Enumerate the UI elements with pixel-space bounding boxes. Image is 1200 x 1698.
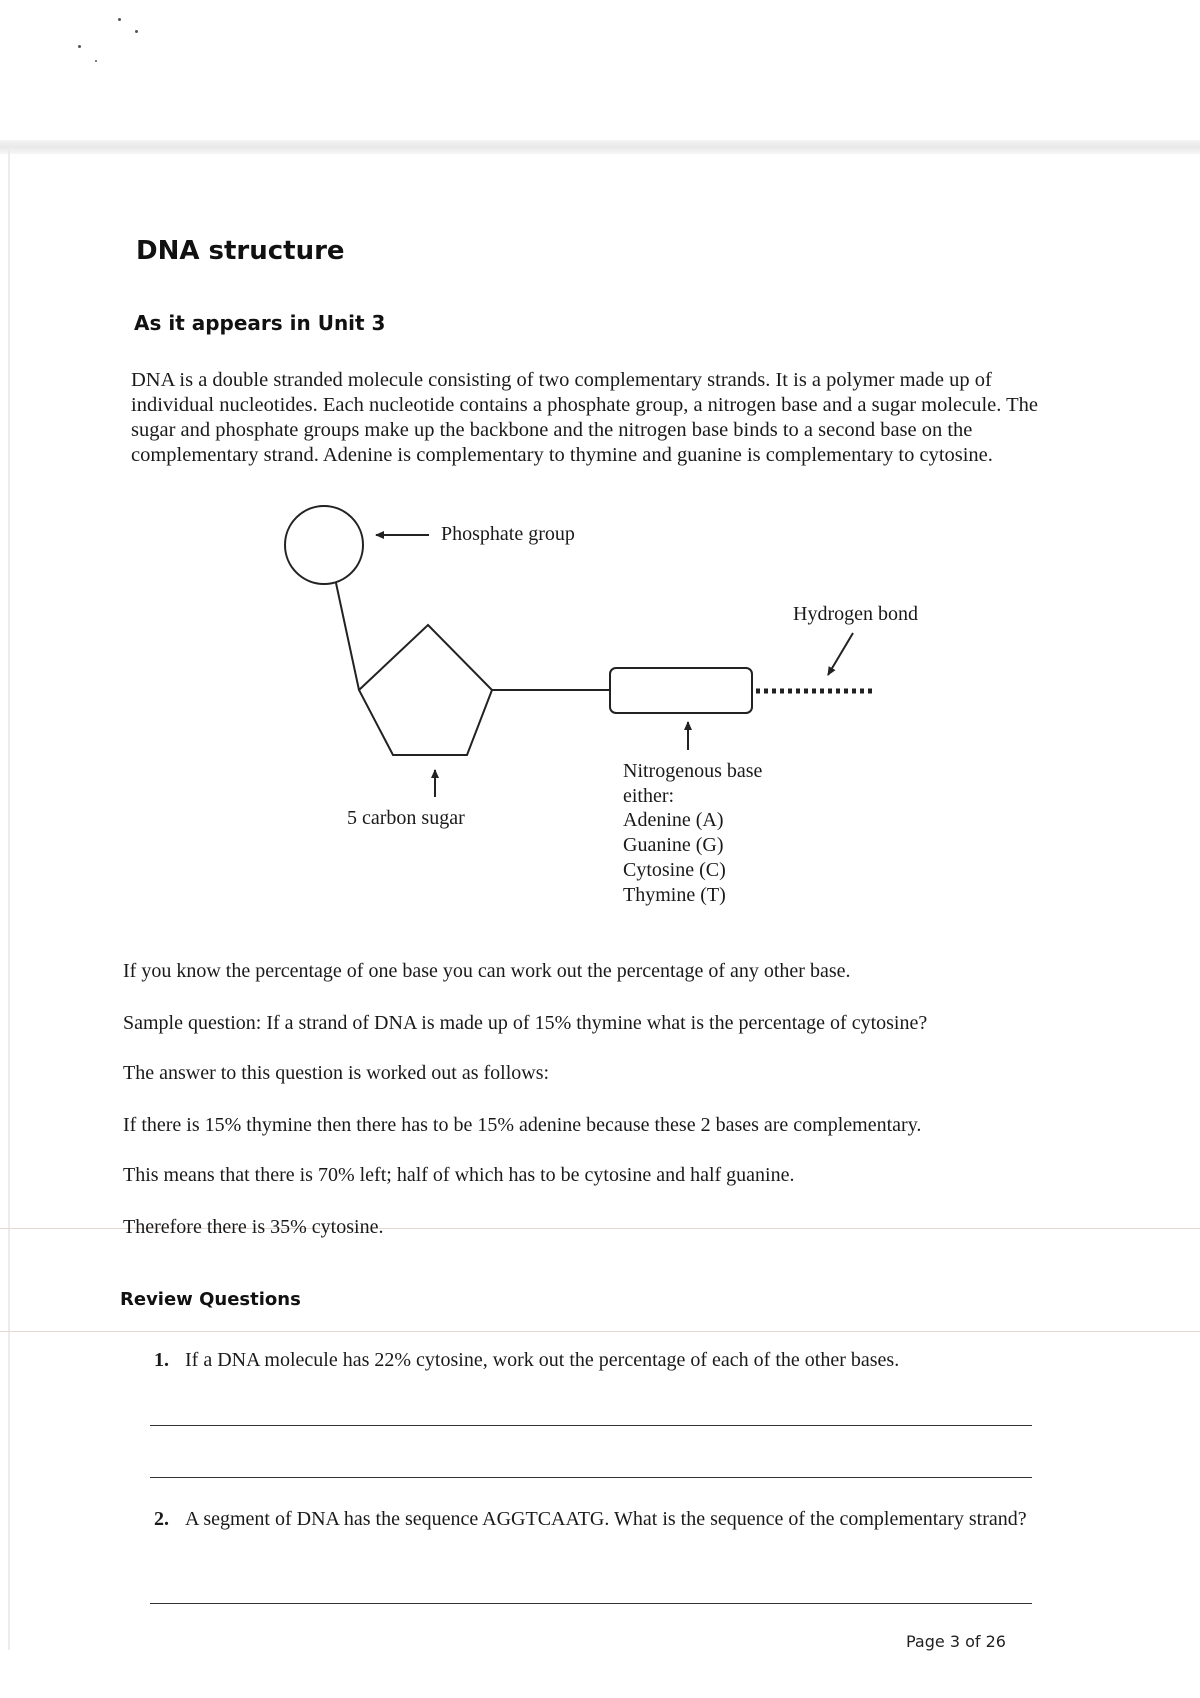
answer-conclusion: Therefore there is 35% cytosine. <box>123 1216 384 1238</box>
base-item: Guanine (G) <box>623 834 724 856</box>
hydrogen-bond-arrow <box>828 633 853 675</box>
scan-line <box>0 1331 1200 1332</box>
answer-line[interactable] <box>150 1603 1032 1604</box>
answer-line[interactable] <box>150 1425 1032 1426</box>
scan-speck <box>135 30 138 33</box>
scan-top-band <box>0 140 1200 154</box>
question-number: 1. <box>154 1349 169 1371</box>
review-question-1 <box>154 1348 1054 1373</box>
explanation-paragraph: The answer to this question is worked out as follows: <box>123 1062 550 1084</box>
page-title: DNA structure <box>136 236 345 266</box>
nitrogenous-base-label: Nitrogenous base <box>623 760 763 782</box>
explanation-paragraph: If you know the percentage of one base you can work out the percentage of any other base. <box>123 960 851 982</box>
base-list <box>623 808 726 908</box>
base-item: Adenine (A) <box>623 809 724 831</box>
page-number: Page 3 of 26 <box>906 1632 1006 1651</box>
base-item: Thymine (T) <box>623 884 726 906</box>
question-number: 2. <box>154 1508 169 1530</box>
scan-speck <box>78 45 81 48</box>
nucleotide-diagram <box>0 490 1200 950</box>
phosphate-sugar-bond <box>336 583 359 690</box>
base-either-label: either: <box>623 785 675 807</box>
review-questions-title: Review Questions <box>120 1289 301 1310</box>
nitrogenous-base-rect <box>610 668 752 713</box>
explanation-paragraph: If there is 15% thymine then there has to be 15% adenine because these 2 bases are complementary. <box>123 1114 922 1136</box>
sample-question: Sample question: If a strand of DNA is made up of 15% thymine what is the percentage of cytosine? <box>123 1012 928 1034</box>
nucleotide-diagram-svg <box>0 490 1200 950</box>
phosphate-group-label: Phosphate group <box>441 523 575 545</box>
question-text: A segment of DNA has the sequence AGGTCAATG. What is the sequence of the complementary strand? <box>185 1508 1027 1530</box>
sugar-label: 5 carbon sugar <box>347 807 465 829</box>
phosphate-circle <box>285 506 363 584</box>
explanation-paragraph: This means that there is 70% left; half of which has to be cytosine and half guanine. <box>123 1164 795 1186</box>
intro-paragraph: DNA is a double stranded molecule consisting of two complementary strands. It is a polymer made up of individual nucleotides. Each nucleotide contains a phosphate group, a nitrogen base and a sugar molecule. The sugar and phosphate groups make up the backbone and the nitrogen base binds to a second base on the complementary strand. Adenine is complementary to thymine and guanine is complementary to cytosine. <box>131 369 1039 466</box>
base-item: Cytosine (C) <box>623 859 726 881</box>
scan-speck <box>95 60 97 62</box>
scan-speck <box>118 18 121 21</box>
review-question-2 <box>154 1507 1054 1532</box>
sugar-pentagon <box>359 625 492 755</box>
question-text: If a DNA molecule has 22% cytosine, work out the percentage of each of the other bases. <box>185 1349 900 1371</box>
hydrogen-bond-label: Hydrogen bond <box>793 603 918 625</box>
section-subtitle: As it appears in Unit 3 <box>134 311 386 335</box>
answer-line[interactable] <box>150 1477 1032 1478</box>
